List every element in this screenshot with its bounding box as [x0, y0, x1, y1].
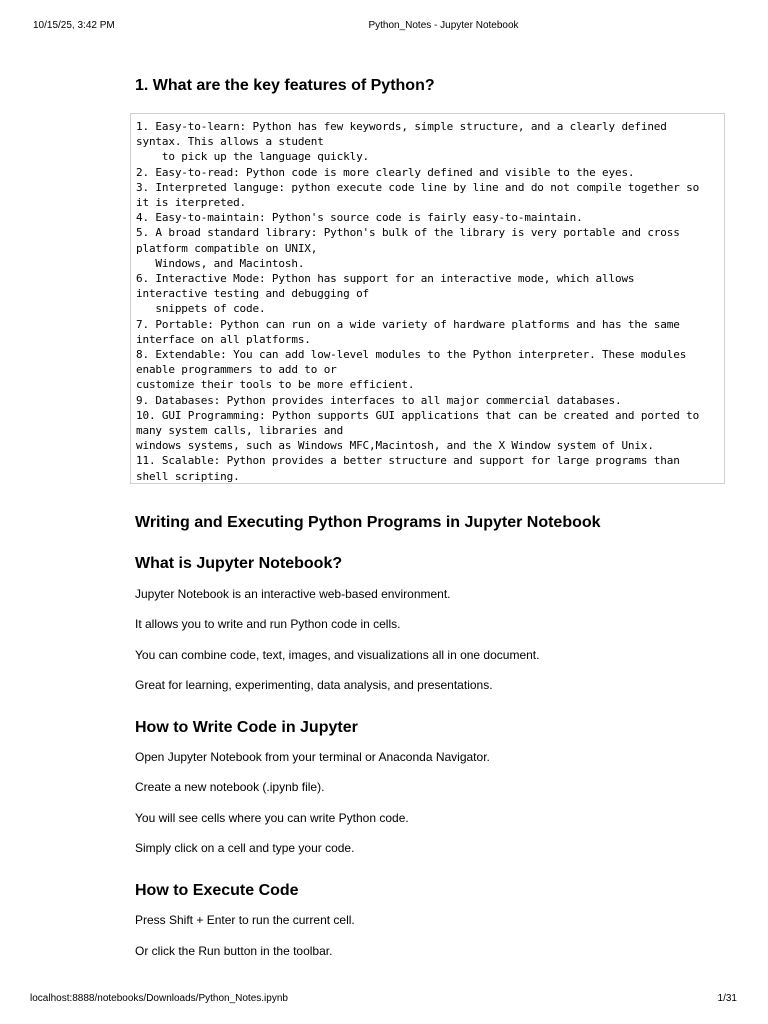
paragraph: Press Shift + Enter to run the current cell. — [135, 913, 355, 927]
output-line: enable programmers to add to or — [136, 363, 337, 377]
what-is-jupyter-heading: What is Jupyter Notebook? — [135, 555, 343, 572]
print-header — [0, 19, 768, 33]
output-line: it is iterpreted. — [136, 196, 247, 210]
paragraph: Create a new notebook (.ipynb file). — [135, 780, 325, 794]
output-line: shell scripting. — [136, 469, 240, 483]
output-line: to pick up the language quickly. — [136, 150, 370, 164]
output-line: snippets of code. — [136, 302, 266, 316]
page-number: 1/31 — [717, 993, 737, 1004]
output-line: 8. Extendable: You can add low-level modules to the Python interpreter. These modules — [136, 348, 687, 362]
cell-output — [130, 113, 725, 484]
output-line: 3. Interpreted languge: python execute code line by line and do not compile together so — [136, 180, 700, 194]
output-line: windows systems, such as Windows MFC,Macintosh, and the X Window system of Unix. — [136, 439, 654, 453]
how-to-write-heading: How to Write Code in Jupyter — [135, 719, 358, 736]
how-to-execute-heading: How to Execute Code — [135, 882, 299, 899]
output-line: interactive testing and debugging of — [136, 287, 370, 301]
output-line: 6. Interactive Mode: Python has support for an interactive mode, which allows — [136, 272, 635, 286]
paragraph: You will see cells where you can write Python code. — [135, 811, 409, 825]
print-footer — [0, 992, 768, 1006]
output-line: many system calls, libraries and — [136, 424, 344, 438]
print-title: Python_Notes - Jupyter Notebook — [368, 20, 519, 31]
output-line: 9. Databases: Python provides interfaces to all major commercial databases. — [136, 393, 622, 407]
output-line: syntax. This allows a student — [136, 135, 324, 149]
paragraph: Jupyter Notebook is an interactive web-based environment. — [135, 587, 451, 601]
question-heading: 1. What are the key features of Python? — [135, 77, 435, 94]
print-timestamp: 10/15/25, 3:42 PM — [33, 20, 115, 31]
paragraph: Simply click on a cell and type your code. — [135, 841, 355, 855]
output-line: interface on all platforms. — [136, 332, 311, 346]
section-heading: Writing and Executing Python Programs in Jupyter Notebook — [135, 514, 601, 531]
output-line: 1. Easy-to-learn: Python has few keywords, simple structure, and a clearly defined — [136, 120, 667, 133]
paragraph: It allows you to write and run Python code in cells. — [135, 617, 401, 631]
output-line: 4. Easy-to-maintain: Python's source code is fairly easy-to-maintain. — [136, 211, 583, 225]
output-line: 11. Scalable: Python provides a better structure and support for large programs than — [136, 454, 680, 468]
print-url: localhost:8888/notebooks/Downloads/Python_Notes.ipynb — [30, 993, 288, 1004]
paragraph: Open Jupyter Notebook from your terminal or Anaconda Navigator. — [135, 750, 490, 764]
output-line: 2. Easy-to-read: Python code is more clearly defined and visible to the eyes. — [136, 165, 635, 179]
paragraph: Or click the Run button in the toolbar. — [135, 944, 333, 958]
output-line: 5. A broad standard library: Python's bulk of the library is very portable and cross — [136, 226, 680, 240]
paragraph: You can combine code, text, images, and visualizations all in one document. — [135, 648, 540, 662]
output-line: Windows, and Macintosh. — [136, 256, 305, 270]
paragraph: Great for learning, experimenting, data analysis, and presentations. — [135, 678, 493, 692]
output-line: 7. Portable: Python can run on a wide variety of hardware platforms and has the same — [136, 317, 680, 331]
output-line: 10. GUI Programming: Python supports GUI applications that can be created and ported to — [136, 408, 700, 422]
output-line: customize their tools to be more efficient. — [136, 378, 415, 392]
output-line: platform compatible on UNIX, — [136, 241, 318, 255]
